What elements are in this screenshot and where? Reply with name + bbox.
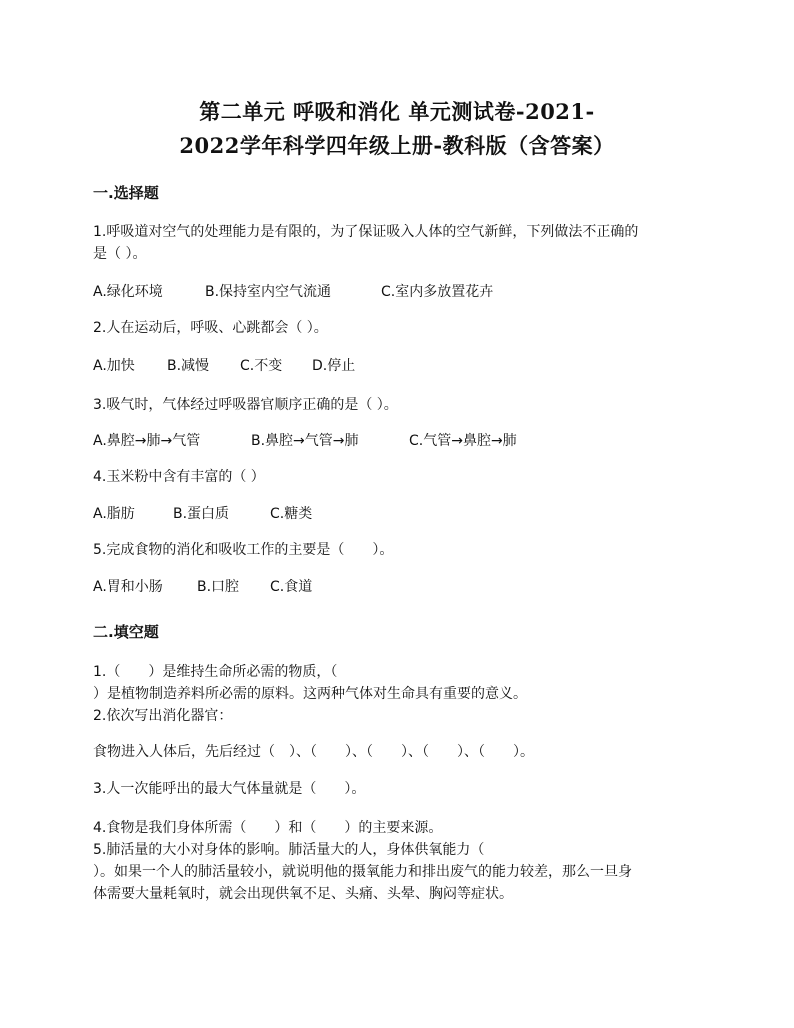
question-4-option-c: C.糖类 <box>270 506 313 522</box>
question-3-option-b: B.鼻腔→气管→肺 <box>251 433 359 449</box>
document-title-line-1: 第二单元 呼吸和消化 单元测试卷-2021- <box>199 99 595 124</box>
fill-question-2-line-1: 2.依次写出消化器官： <box>93 708 233 724</box>
fill-question-1-line-1: 1.（ ）是维持生命所必需的物质，（ <box>93 664 338 680</box>
fill-question-2-line-2: 食物进入人体后，先后经过（ ）、（ ）、（ ）、（ ）、（ ）。 <box>93 744 534 760</box>
fill-question-5-line-1: 5.肺活量的大小对身体的影响。肺活量大的人，身体供氧能力（ <box>93 842 485 858</box>
question-4-stem: 4.玉米粉中含有丰富的（ ） <box>93 469 265 485</box>
question-4-option-a: A.脂肪 <box>93 506 135 522</box>
question-5-option-a: A.胃和小肠 <box>93 579 163 595</box>
question-1-option-c: C.室内多放置花卉 <box>381 284 494 300</box>
question-2-option-d: D.停止 <box>312 358 356 374</box>
question-3-stem: 3.吸气时，气体经过呼吸器官顺序正确的是（ ）。 <box>93 397 398 413</box>
question-1-option-b: B.保持室内空气流通 <box>205 284 332 300</box>
fill-question-4: 4.食物是我们身体所需（ ）和（ ）的主要来源。 <box>93 820 443 836</box>
section-heading-choice: 一.选择题 <box>93 184 159 202</box>
question-1-option-a: A.绿化环境 <box>93 284 163 300</box>
question-1-stem-line-1: 1.呼吸道对空气的处理能力是有限的，为了保证吸入人体的空气新鲜，下列做法不正确的 <box>93 224 639 240</box>
fill-question-1-line-2: ）是植物制造养料所必需的原料。这两种气体对生命具有重要的意义。 <box>93 686 527 702</box>
question-5-option-c: C.食道 <box>270 579 313 595</box>
fill-question-5-line-2: ）。如果一个人的肺活量较小，就说明他的摄氧能力和排出废气的能力较差，那么一旦身 <box>93 864 632 880</box>
question-2-option-b: B.减慢 <box>167 358 210 374</box>
question-2-option-a: A.加快 <box>93 358 135 374</box>
question-1-stem-line-2: 是（ ）。 <box>93 246 147 262</box>
question-5-option-b: B.口腔 <box>197 579 240 595</box>
question-3-option-a: A.鼻腔→肺→气管 <box>93 433 201 449</box>
section-heading-fill-in: 二.填空题 <box>93 623 159 641</box>
question-2-stem: 2.人在运动后，呼吸、心跳都会（ ）。 <box>93 320 328 336</box>
fill-question-5-line-3: 体需要大量耗氧时，就会出现供氧不足、头痛、头晕、胸闷等症状。 <box>93 886 513 902</box>
document-title-line-2: 2022学年科学四年级上册-教科版（含答案） <box>179 133 615 158</box>
question-2-option-c: C.不变 <box>240 358 283 374</box>
question-3-options <box>93 431 517 451</box>
question-5-stem: 5.完成食物的消化和吸收工作的主要是（ ）。 <box>93 542 394 558</box>
question-5-options <box>93 577 312 597</box>
question-4-options <box>93 504 312 524</box>
fill-question-3: 3.人一次能呼出的最大气体量就是（ ）。 <box>93 781 366 797</box>
question-3-option-c: C.气管→鼻腔→肺 <box>409 433 517 449</box>
question-2-options <box>93 356 355 376</box>
question-4-option-b: B.蛋白质 <box>173 506 230 522</box>
question-1-options <box>93 282 493 302</box>
